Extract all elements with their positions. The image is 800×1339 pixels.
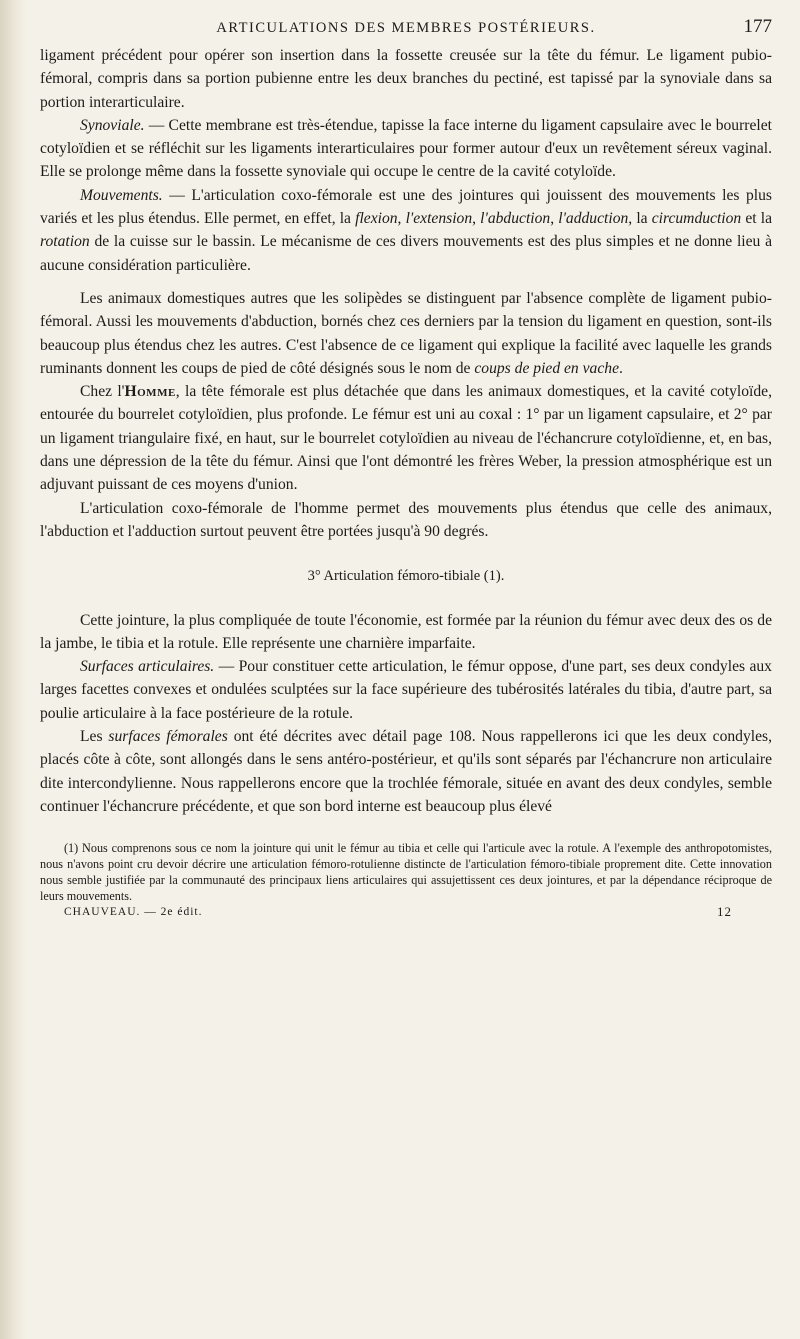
term-surfaces-femorales: surfaces fémorales: [108, 728, 228, 746]
paragraph-animaux-domestiques: [40, 287, 772, 380]
signature-line: [40, 906, 772, 918]
term-circumduction: circumduction: [651, 210, 742, 228]
term-surfaces-articulaires: Surfaces articulaires.: [80, 658, 215, 676]
signature-text: CHAUVEAU. — 2e édit.: [64, 906, 203, 919]
footnote-1: (1) Nous comprenons sous ce nom la jointure qui unit le fémur au tibia et celle qui l'articule avec la rotule. A l'exemple des anthropotomistes, nous n'avons point cru devoir décrire une articulation fémoro-rotulienne distincte de l'articulation fémoro-tibiale proprement dite. Cette innovation nous semble justifiée par la communauté des principaux liens articulaires qui assujettissent ces deux jointures, et par la dépendance réciproque de leurs mouvements.: [40, 841, 772, 904]
term-extension: l'extension: [405, 210, 473, 228]
term-synoviale: Synoviale.: [80, 116, 145, 134]
scan-edge-shadow: [0, 0, 26, 1339]
body-text: [40, 44, 772, 818]
paragraph-homme: [40, 380, 772, 496]
mouvements-text-f: et la: [741, 210, 772, 228]
term-flexion: flexion: [355, 210, 398, 228]
mouvements-text-e: , la: [628, 210, 652, 228]
term-homme: Homme: [124, 383, 176, 401]
mouvements-text-d: ,: [550, 210, 559, 228]
running-head: [40, 0, 772, 44]
paragraph-gap: [40, 277, 772, 287]
paragraph-synoviale: [40, 114, 772, 184]
term-mouvements: Mouvements.: [80, 186, 163, 204]
surfaces-text: — Pour constituer cette articulation, le fémur oppose, d'une part, ses deux condyles aux larges facettes convexes et ondulées sculptées sur la face supérieure des tubérosités latérales du tibia, d'autre part, sa poulie articulaire à la face postérieure de la rotule.: [40, 658, 772, 722]
synoviale-text: — Cette membrane est très-étendue, tapisse la face interne du ligament capsulaire avec le bourrelet cotyloïdien et se réfléchit sur les ligaments interarticulaires pour former autour d'eux un revêtement séreux vaginal. Elle se prolonge même dans la fossette synoviale qui occupe le centre de la cavité cotyloïde.: [40, 116, 772, 181]
signature-number: 12: [717, 904, 732, 920]
paragraph-mouvements-homme: L'articulation coxo-fémorale de l'homme permet des mouvements plus étendus que celle des animaux, l'abduction et l'adduction surtout peuvent être portées jusqu'à 90 degrés.: [40, 499, 772, 540]
page-number: 177: [743, 16, 772, 37]
term-coups-de-pied: coups de pied en vache: [474, 359, 619, 377]
homme-text-b: , la tête fémorale est plus détachée que dans les animaux domestiques, et la cavité cotyloïde, entourée du bourrelet cotyloïdien, plus profonde. Le fémur est uni au coxal : 1° par un ligament capsulaire, et 2° par un ligament triangulaire fixé, en haut, sur le bourrelet cotyloïdien au niveau de l'échancrure cotyloïdienne, et, en bas, dans une dépression de la tête du fémur. Ainsi que l'ont démontré les frères Weber, la pression atmosphérique est un adjuvant puissant de ces moyens d'union.: [40, 383, 772, 494]
book-page: [40, 0, 772, 918]
term-adduction: l'adduction: [558, 210, 629, 228]
paragraph-surfaces-femorales: [40, 725, 772, 818]
paragraph-surfaces-articulaires: [40, 655, 772, 725]
mouvements-text-b: ,: [397, 210, 406, 228]
running-title: ARTICULATIONS DES MEMBRES POSTÉRIEURS.: [216, 20, 596, 36]
paragraph-ligament-continued: ligament précédent pour opérer son insertion dans la fossette creusée sur la tête du fémur. Le ligament pubio-fémoral, compris dans sa portion pubienne entre les deux branches du pectiné, est tapissé par la synoviale dans sa portion interarticulaire.: [40, 47, 772, 111]
animaux-text-a: Les animaux domestiques autres que les solipèdes se distinguent par l'absence complète de ligament pubio-fémoral. Aussi les mouvements d'abduction, bornés chez ces derniers par la tension du ligament en question, sont-ils beaucoup plus étendus chez les autres. C'est l'absence de ce ligament qui explique la facilité avec laquelle les grands ruminants donnent les coups de pied de côté désignés sous le nom de: [40, 289, 772, 377]
term-rotation: rotation: [40, 233, 90, 251]
mouvements-text-a: — L'articulation coxo-fémorale est une des jointures qui jouissent des mouvements les plus variés et les plus étendus. Elle permet, en effet, la: [40, 186, 772, 228]
term-abduction: l'abduction: [480, 210, 551, 228]
femorales-text-a: Les: [80, 728, 109, 746]
femorales-text-b: ont été décrites avec détail page 108. Nous rappellerons ici que les deux condyles, placés côte à côte, sont allongés dans le sens antéro-postérieur, et qu'ils sont séparés par l'échancrure non articulaire dite intercondylienne. Nous rappellerons encore que la trochlée fémorale, située en avant des deux condyles, semble continuer l'échancrure précédente, et que son bord interne est beaucoup plus élevé: [40, 728, 772, 815]
homme-text-a: Chez l': [80, 383, 125, 401]
section-heading: 3° Articulation fémoro-tibiale (1).: [307, 568, 505, 585]
paragraph-mouvements: [40, 184, 772, 277]
mouvements-text-c: ,: [472, 210, 481, 228]
animaux-text-b: .: [619, 359, 623, 377]
footnotes: [40, 840, 772, 904]
paragraph-jointure: Cette jointure, la plus compliquée de toute l'économie, est formée par la réunion du fémur avec deux des os de la jambe, le tibia et la rotule. Elle représente une charnière imparfaite.: [40, 611, 772, 652]
mouvements-text-g: de la cuisse sur le bassin. Le mécanisme de ces divers mouvements est des plus simples et ne donne lieu à aucune considération particulière.: [40, 233, 772, 274]
